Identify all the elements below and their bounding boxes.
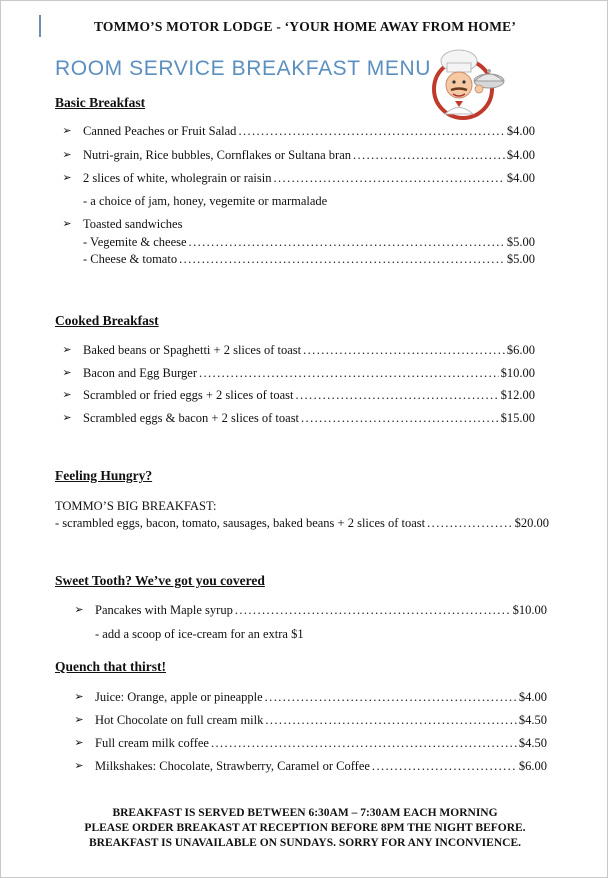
arrow-bullet-icon: ➢ — [62, 412, 72, 424]
page-header: TOMMO’S MOTOR LODGE - ‘YOUR HOME AWAY FROM HOME’ — [93, 19, 517, 34]
item-price: $20.00 — [514, 516, 549, 530]
arrow-bullet-icon: ➢ — [74, 737, 84, 749]
arrow-bullet-icon: ➢ — [74, 714, 84, 726]
menu-item — [1, 233, 608, 251]
item-text: - Vegemite & cheese — [83, 235, 187, 249]
item-text: Pancakes with Maple syrup — [95, 603, 233, 617]
arrow-bullet-icon: ➢ — [62, 172, 72, 184]
dot-leader — [295, 386, 498, 404]
item-text: Scrambled or fried eggs + 2 slices of toast — [83, 388, 294, 402]
dot-leader — [211, 734, 517, 752]
menu-item — [1, 341, 608, 359]
dot-leader — [265, 688, 517, 706]
arrow-bullet-icon: ➢ — [62, 367, 72, 379]
dot-leader — [303, 341, 505, 359]
item-price: $4.50 — [518, 736, 547, 750]
menu-item — [1, 386, 608, 404]
dot-leader — [353, 146, 505, 164]
item-price: $15.00 — [500, 411, 535, 425]
menu-item — [1, 409, 608, 427]
item-price: $4.50 — [518, 713, 547, 727]
arrow-bullet-icon: ➢ — [62, 125, 72, 137]
dot-leader — [274, 169, 505, 187]
item-text: Nutri-grain, Rice bubbles, Cornflakes or Sultana bran — [83, 148, 351, 162]
footer-line-1: BREAKFAST IS SERVED BETWEEN 6:30AM – 7:30AM EACH MORNING — [112, 807, 498, 819]
big-breakfast-name: TOMMO’S BIG BREAKFAST: — [55, 499, 217, 513]
arrow-bullet-icon: ➢ — [62, 389, 72, 401]
menu-title: ROOM SERVICE BREAKFAST MENU — [55, 57, 431, 80]
item-text: Juice: Orange, apple or pineapple — [95, 690, 263, 704]
item-price: $4.00 — [518, 690, 547, 704]
item-text: - scrambled eggs, bacon, tomato, sausages, baked beans + 2 slices of toast — [55, 516, 426, 530]
item-text: Toasted sandwiches — [83, 217, 183, 231]
dot-leader — [179, 250, 505, 268]
section-title-cooked: Cooked Breakfast — [55, 313, 159, 328]
menu-item — [1, 688, 608, 706]
menu-item — [1, 734, 608, 752]
menu-item — [1, 757, 608, 775]
footer-line-3: BREAKFAST IS UNAVAILABLE ON SUNDAYS. SORRY FOR ANY INCONVIENCE. — [88, 837, 521, 849]
menu-item — [1, 122, 608, 140]
dot-leader — [427, 514, 512, 532]
dot-leader — [372, 757, 517, 775]
item-price: $6.00 — [506, 343, 535, 357]
item-text: Baked beans or Spaghetti + 2 slices of toast — [83, 343, 302, 357]
item-price: $4.00 — [506, 148, 535, 162]
arrow-bullet-icon: ➢ — [74, 604, 84, 616]
arrow-bullet-icon: ➢ — [62, 344, 72, 356]
item-text: Full cream milk coffee — [95, 736, 209, 750]
menu-item — [1, 711, 608, 729]
menu-item — [1, 146, 608, 164]
menu-item — [1, 364, 608, 382]
item-text: Scrambled eggs & bacon + 2 slices of toast — [83, 411, 300, 425]
menu-item — [1, 169, 608, 187]
section-title-hungry: Feeling Hungry? — [55, 468, 153, 483]
arrow-bullet-icon: ➢ — [74, 691, 84, 703]
dot-leader — [301, 409, 499, 427]
item-text: Bacon and Egg Burger — [83, 366, 197, 380]
item-price: $5.00 — [506, 235, 535, 249]
choice-note: - a choice of jam, honey, vegemite or marmalade — [83, 194, 328, 208]
arrow-bullet-icon: ➢ — [62, 218, 72, 230]
item-price: $5.00 — [506, 252, 535, 266]
item-text: - Cheese & tomato — [83, 252, 178, 266]
section-title-sweet: Sweet Tooth? We’ve got you covered — [55, 573, 265, 588]
item-text: Canned Peaches or Fruit Salad — [83, 124, 237, 138]
footer-notice — [1, 806, 608, 851]
menu-item — [1, 601, 608, 619]
item-price: $12.00 — [500, 388, 535, 402]
menu-item — [1, 250, 608, 268]
menu-item — [1, 514, 608, 532]
item-text: Milkshakes: Chocolate, Strawberry, Caramel or Coffee — [95, 759, 370, 773]
item-price: $4.00 — [506, 171, 535, 185]
ice-cream-note: - add a scoop of ice-cream for an extra $1 — [95, 627, 304, 641]
section-title-thirst: Quench that thirst! — [55, 659, 166, 674]
menu-item — [1, 215, 608, 233]
chef-icon — [419, 41, 511, 121]
arrow-bullet-icon: ➢ — [74, 760, 84, 772]
item-text: 2 slices of white, wholegrain or raisin — [83, 171, 272, 185]
item-price: $10.00 — [500, 366, 535, 380]
section-title-basic: Basic Breakfast — [55, 95, 146, 110]
arrow-bullet-icon: ➢ — [62, 149, 72, 161]
item-text: Hot Chocolate on full cream milk — [95, 713, 264, 727]
item-price: $4.00 — [506, 124, 535, 138]
dot-leader — [189, 233, 505, 251]
item-price: $10.00 — [512, 603, 547, 617]
dot-leader — [199, 364, 499, 382]
footer-line-2: PLEASE ORDER BREAKAST AT RECEPTION BEFORE 8PM THE NIGHT BEFORE. — [84, 822, 526, 834]
dot-leader — [265, 711, 517, 729]
dot-leader — [235, 601, 511, 619]
dot-leader — [238, 122, 504, 140]
item-price: $6.00 — [518, 759, 547, 773]
